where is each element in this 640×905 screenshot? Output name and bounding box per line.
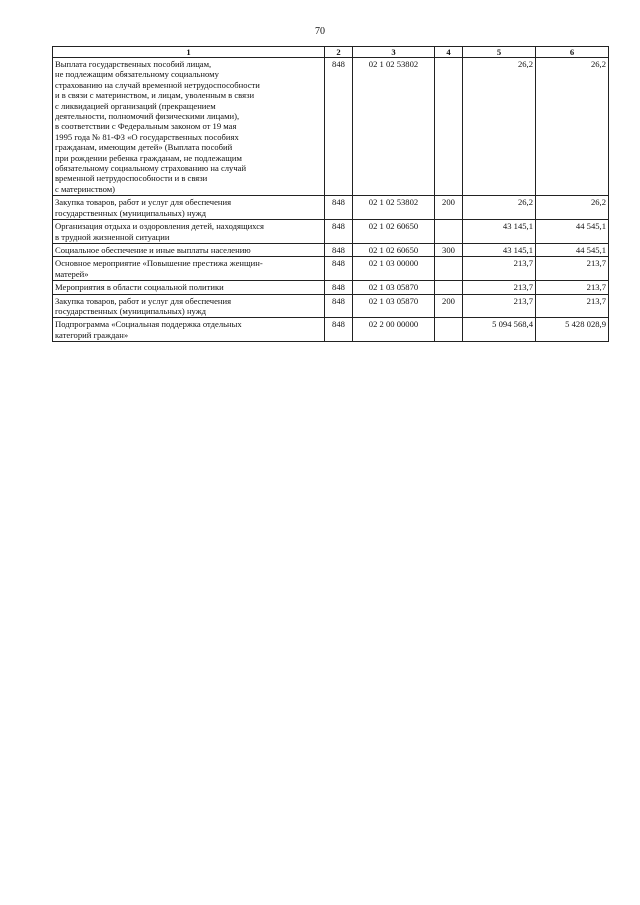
row-code: 848 xyxy=(325,257,353,281)
table-row xyxy=(53,294,609,318)
row-classifier: 02 2 00 00000 xyxy=(353,318,435,342)
row-amount-year-2: 26,2 xyxy=(536,58,609,196)
row-amount-year-1: 43 145,1 xyxy=(463,220,536,244)
row-amount-year-1: 26,2 xyxy=(463,196,536,220)
row-code: 848 xyxy=(325,243,353,256)
row-classifier: 02 1 02 53802 xyxy=(353,196,435,220)
row-amount-year-2: 44 545,1 xyxy=(536,220,609,244)
row-amount-year-2: 213,7 xyxy=(536,257,609,281)
row-expense-type: 200 xyxy=(435,196,463,220)
row-amount-year-1: 213,7 xyxy=(463,257,536,281)
table-row xyxy=(53,281,609,294)
row-description: Организация отдыха и оздоровления детей, находящихся в трудной жизненной ситуации xyxy=(53,220,325,244)
column-header: 5 xyxy=(463,47,536,58)
row-description: Мероприятия в области социальной политики xyxy=(53,281,325,294)
column-header: 6 xyxy=(536,47,609,58)
row-classifier: 02 1 03 00000 xyxy=(353,257,435,281)
page-number: 70 xyxy=(315,26,325,37)
table-row xyxy=(53,243,609,256)
row-description: Подпрограмма «Социальная поддержка отдельных категорий граждан» xyxy=(53,318,325,342)
row-amount-year-2: 44 545,1 xyxy=(536,243,609,256)
row-expense-type: 300 xyxy=(435,243,463,256)
table-row xyxy=(53,58,609,196)
row-classifier: 02 1 02 53802 xyxy=(353,58,435,196)
table-row xyxy=(53,196,609,220)
row-code: 848 xyxy=(325,281,353,294)
column-header: 3 xyxy=(353,47,435,58)
row-code: 848 xyxy=(325,58,353,196)
table-row xyxy=(53,257,609,281)
row-amount-year-2: 26,2 xyxy=(536,196,609,220)
row-amount-year-2: 5 428 028,9 xyxy=(536,318,609,342)
row-description: Выплата государственных пособий лицам, не подлежащим обязательному социальному страхованию на случай временной нетрудоспособности и в связи с материнством, и лицам, уволенным в связи с ликвидацией организаций (прекращением деятельности, полномочий физическими лицами), в соответствии с Федеральным законом от 19 мая 1995 года № 81-ФЗ «О государственных пособиях гражданам, имеющим детей» (Выплата пособий при рождении ребенка гражданам, не подлежащим обязательному социальному страхованию на случай временной нетрудоспособности и в связи с материнством) xyxy=(53,58,325,196)
row-code: 848 xyxy=(325,220,353,244)
row-expense-type xyxy=(435,257,463,281)
row-code: 848 xyxy=(325,294,353,318)
row-classifier: 02 1 03 05870 xyxy=(353,281,435,294)
row-expense-type xyxy=(435,281,463,294)
row-amount-year-1: 26,2 xyxy=(463,58,536,196)
table-header-row xyxy=(53,47,609,58)
budget-table xyxy=(52,46,609,342)
row-description: Закупка товаров, работ и услуг для обеспечения государственных (муниципальных) нужд xyxy=(53,196,325,220)
row-description: Социальное обеспечение и иные выплаты населению xyxy=(53,243,325,256)
row-amount-year-1: 213,7 xyxy=(463,294,536,318)
row-code: 848 xyxy=(325,318,353,342)
row-amount-year-2: 213,7 xyxy=(536,294,609,318)
column-header: 4 xyxy=(435,47,463,58)
table-body xyxy=(53,58,609,342)
row-description: Основное мероприятие «Повышение престижа женщин- матерей» xyxy=(53,257,325,281)
column-header: 2 xyxy=(325,47,353,58)
row-description: Закупка товаров, работ и услуг для обеспечения государственных (муниципальных) нужд xyxy=(53,294,325,318)
row-expense-type xyxy=(435,220,463,244)
row-expense-type: 200 xyxy=(435,294,463,318)
row-code: 848 xyxy=(325,196,353,220)
row-classifier: 02 1 02 60650 xyxy=(353,220,435,244)
row-amount-year-1: 43 145,1 xyxy=(463,243,536,256)
table-row xyxy=(53,318,609,342)
column-header: 1 xyxy=(53,47,325,58)
row-expense-type xyxy=(435,58,463,196)
row-amount-year-1: 213,7 xyxy=(463,281,536,294)
table-row xyxy=(53,220,609,244)
row-classifier: 02 1 03 05870 xyxy=(353,294,435,318)
row-amount-year-1: 5 094 568,4 xyxy=(463,318,536,342)
row-expense-type xyxy=(435,318,463,342)
row-amount-year-2: 213,7 xyxy=(536,281,609,294)
row-classifier: 02 1 02 60650 xyxy=(353,243,435,256)
